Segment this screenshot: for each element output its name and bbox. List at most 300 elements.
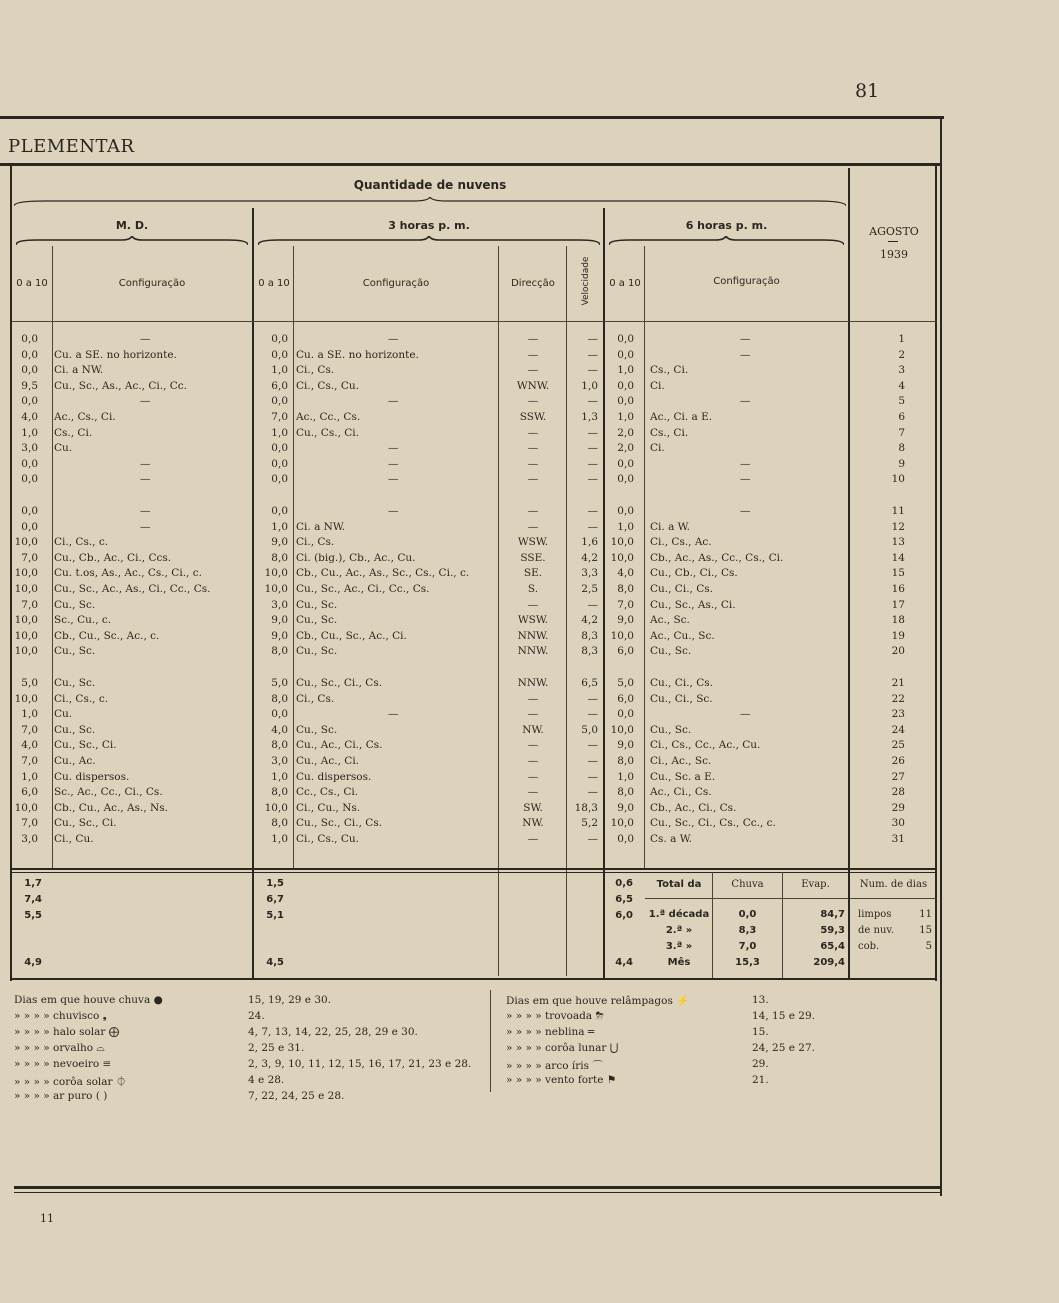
md-config: Cu., Sc.	[54, 598, 96, 611]
pm3-config: Ci., Cs., Cu.	[296, 379, 359, 392]
period-label: 1.ª década	[648, 909, 710, 920]
pm6-value: 9,0	[617, 739, 634, 752]
day-number: 27	[891, 770, 905, 783]
md-summary-value: 1,7	[24, 878, 42, 889]
pm6-value: 0,0	[617, 379, 634, 392]
pm6-config: Cu., Sc. a E.	[650, 770, 716, 783]
header-bottom-rule	[12, 321, 937, 322]
pm6-config: Ac., Ci., Cs.	[650, 786, 712, 799]
md-config: Ci., Cu.	[54, 833, 94, 845]
pm3-velocity: 1,6	[581, 536, 598, 549]
pm3-direction: —	[527, 708, 539, 721]
md-value: 3,0	[21, 833, 38, 845]
table-row	[0, 771, 945, 787]
md-config: Cu. t.os, As., Ac., Cs., Ci., c.	[54, 567, 202, 580]
pm6-config: Cu., Ci., Cs.	[650, 583, 713, 595]
day-number: 7	[898, 426, 905, 439]
pm3-value: 9,0	[271, 629, 288, 642]
pm3-config: Ci. (big.), Cb., Ac., Cu.	[296, 551, 416, 564]
md-config: —	[140, 457, 151, 470]
day-number: 4	[898, 379, 905, 392]
md-config: Cu.	[54, 708, 73, 721]
pm3-velocity: 8,3	[581, 629, 598, 642]
pm3-value: 0,0	[271, 505, 288, 517]
md-config: Cu., Sc., Ac., As., Ci., Cc., Cs.	[54, 583, 211, 595]
md-config: Cu., Sc.	[54, 645, 96, 658]
day-number: 8	[898, 442, 905, 455]
footnote-label: » » » » corôa solar ⏀	[14, 1076, 127, 1088]
pm6-value: 10,0	[610, 629, 634, 642]
footnote-label: » » » » vento forte ⚑	[506, 1074, 617, 1086]
table-row	[0, 333, 945, 349]
footnote-label: » » » » neblina ═	[506, 1026, 595, 1038]
pm3-value: 10,0	[264, 583, 288, 595]
pm3-velocity: 1,0	[581, 379, 598, 392]
md-config: —	[140, 395, 151, 408]
pm6-value: 10,0	[610, 723, 634, 736]
md-config: Cu.	[54, 442, 73, 455]
table-row	[0, 739, 945, 755]
group-brace	[14, 197, 846, 207]
evap-total: 84,7	[820, 909, 845, 920]
month-dash	[888, 241, 898, 242]
day-number: 14	[891, 551, 905, 564]
pm6-config: Ac., Sc.	[650, 614, 690, 627]
pm3-config: —	[388, 442, 399, 455]
day-number: 5	[898, 395, 905, 408]
pm3-value: 8,0	[271, 645, 288, 658]
pm3-direction: —	[527, 770, 539, 783]
pm3-value: 5,0	[271, 677, 288, 689]
md-config: Cb., Cu., Sc., Ac., c.	[54, 629, 160, 642]
pm3-velocity: —	[587, 473, 598, 486]
md-config: Cb., Cu., Ac., As., Ns.	[54, 801, 168, 814]
pm3-value: 8,0	[271, 551, 288, 564]
md-config: Cu., Sc., Ci.	[54, 739, 117, 752]
pm3-velocity: —	[587, 348, 598, 361]
pm3-config: Cu., Sc., Ac., Ci., Cc., Cs.	[296, 583, 430, 595]
pm3-velocity: 5,2	[581, 817, 598, 830]
pm3-direction: —	[527, 739, 539, 752]
pm3-config: Cu. a SE. no horizonte.	[296, 348, 419, 361]
day-number: 10	[891, 473, 905, 486]
pm6-config: —	[740, 457, 751, 470]
table-row	[0, 427, 945, 443]
pm3-direction: NNW.	[517, 645, 549, 658]
pm6-config: —	[740, 348, 751, 361]
summary-top-rule	[12, 868, 937, 870]
pm6-summary-value: 6,5	[615, 894, 633, 905]
total-header: Total da	[656, 879, 702, 890]
pm3-config: —	[388, 333, 399, 345]
day-number: 11	[891, 505, 905, 517]
day-number: 23	[891, 708, 905, 721]
top-border	[0, 116, 944, 119]
pm3-velocity: —	[587, 442, 598, 455]
day-number: 19	[891, 629, 905, 642]
table-row	[0, 442, 945, 458]
pm3-config: Cu., Ac., Ci., Cs.	[296, 739, 383, 752]
pm3-config: Ci., Cs.	[296, 692, 335, 705]
md-value: 10,0	[14, 629, 38, 642]
pm3-velocity: 18,3	[574, 801, 598, 814]
table-row	[0, 364, 945, 380]
footnote-days: 21.	[752, 1074, 769, 1086]
pm6-config: Cb., Ac., As., Cc., Cs., Ci.	[650, 551, 784, 564]
pm6-config: Ci. a W.	[650, 520, 690, 533]
md-value: 0,0	[21, 505, 38, 517]
md-value: 0,0	[21, 520, 38, 533]
pm3-direction: —	[527, 333, 539, 345]
pm6-value: 0,0	[617, 708, 634, 721]
section-6pm: 6 horas p. m.	[685, 219, 768, 232]
md-config: —	[140, 520, 151, 533]
pm3-direction: —	[527, 426, 539, 439]
days-count: 15	[919, 925, 932, 936]
table-row	[0, 583, 945, 599]
pm3-value: 0,0	[271, 442, 288, 455]
day-number: 28	[891, 786, 905, 799]
pm3-value: 0,0	[271, 395, 288, 408]
pm3-value: 8,0	[271, 786, 288, 799]
6pm-brace	[609, 236, 844, 246]
pm3-direction: —	[527, 364, 539, 377]
pm6-summary-value: 6,0	[615, 910, 633, 921]
pm3-velocity: 2,5	[581, 583, 598, 595]
footnote-days: 24.	[248, 1010, 265, 1022]
pm6-config: Ci., Ac., Sc.	[650, 755, 712, 767]
footnote-days: 13.	[752, 994, 769, 1006]
evap-total: 59,3	[820, 925, 845, 936]
pm6-value: 6,0	[617, 692, 634, 705]
day-number: 15	[891, 567, 905, 580]
footnote-label: » » » » chuvisco ❟	[14, 1010, 107, 1022]
md-config: Ci., Cs., c.	[54, 692, 109, 705]
pm3-velocity: —	[587, 755, 598, 767]
day-number: 16	[891, 583, 905, 595]
period-label: 3.ª »	[665, 941, 693, 952]
day-number: 22	[891, 692, 905, 705]
footnote-days: 29.	[752, 1058, 769, 1070]
pm3-config: —	[388, 395, 399, 408]
pm3-direction: —	[527, 520, 539, 533]
md-summary-value: 7,4	[24, 894, 42, 905]
day-number: 29	[891, 801, 905, 814]
pm3-value: 6,0	[271, 379, 288, 392]
evap-total: 65,4	[820, 941, 845, 952]
days-header: Num. de dias	[859, 879, 928, 890]
pm3-velocity: 3,3	[581, 567, 598, 580]
pm3-direction: —	[527, 473, 539, 486]
table-row	[0, 802, 945, 818]
pm3-value: 1,0	[271, 833, 288, 845]
md-value: 1,0	[21, 708, 38, 721]
md-config: —	[140, 333, 151, 345]
pm6-config: Ac., Cu., Sc.	[650, 629, 715, 642]
pm3-direction: —	[527, 457, 539, 470]
pm3-value: 0,0	[271, 348, 288, 361]
md-config: Cu., Sc., Ci.	[54, 817, 117, 830]
pm6-value: 0,0	[617, 473, 634, 486]
pm6-config: Ci.	[650, 442, 665, 455]
pm3-config: —	[388, 708, 399, 721]
table-row	[0, 521, 945, 537]
rain-total: 7,0	[738, 941, 757, 952]
pm3-config: Cu., Sc.	[296, 723, 338, 736]
md-value: 0,0	[21, 348, 38, 361]
md-config: Cu., Sc.	[54, 677, 96, 689]
footnote-days: 2, 25 e 31.	[248, 1042, 305, 1054]
footnote-days: 15.	[752, 1026, 769, 1038]
md-value: 10,0	[14, 614, 38, 627]
pm6-value: 0,0	[617, 395, 634, 408]
pm3-velocity: —	[587, 708, 598, 721]
md-config-label: Configuração	[118, 278, 186, 289]
footnote-label: » » » » ar puro ( )	[14, 1090, 108, 1102]
summary-bottom-rule	[12, 978, 937, 980]
pm6-value: 6,0	[617, 645, 634, 658]
pm3-velocity: —	[587, 426, 598, 439]
md-config: Cu. dispersos.	[54, 770, 130, 783]
pm6-value: 1,0	[617, 770, 634, 783]
pm6-config: —	[740, 505, 751, 517]
table-row	[0, 536, 945, 552]
pm6-config: Cu., Ci., Cs.	[650, 677, 713, 689]
md-value: 7,0	[21, 598, 38, 611]
footer-mark: 11	[40, 1212, 54, 1225]
pm3-config: Ci. a NW.	[296, 520, 346, 533]
table-row	[0, 473, 945, 489]
footnote-days: 4, 7, 13, 14, 22, 25, 28, 29 e 30.	[248, 1026, 418, 1038]
pm3-value: 9,0	[271, 536, 288, 549]
pm6-config: —	[740, 473, 751, 486]
md-value: 10,0	[14, 567, 38, 580]
day-number: 24	[891, 723, 905, 736]
pm3-config: Cu. dispersos.	[296, 770, 372, 783]
footnote-label: » » » » corôa lunar ⋃	[506, 1042, 619, 1054]
pm3-direction: —	[527, 348, 539, 361]
table-row	[0, 552, 945, 568]
pm6-value: 1,0	[617, 520, 634, 533]
pm3-config: —	[388, 457, 399, 470]
pm3-direction: SE.	[523, 567, 543, 580]
page-number: 81	[855, 80, 880, 102]
pm3-direction: —	[527, 505, 539, 517]
pm3-velocity: —	[587, 770, 598, 783]
pm6-value: 9,0	[617, 614, 634, 627]
footnote-days: 24, 25 e 27.	[752, 1042, 815, 1054]
md-value: 7,0	[21, 817, 38, 830]
pm3-config: Cu., Sc.	[296, 598, 338, 611]
rain-total: 8,3	[738, 925, 757, 936]
pm6-summary-value: 4,4	[615, 957, 633, 968]
pm3-config: Cu., Ac., Ci.	[296, 755, 360, 767]
pm3-value: 1,0	[271, 426, 288, 439]
pm3-velocity: —	[587, 598, 598, 611]
pm3-velocity: —	[587, 395, 598, 408]
pm6-config: Ac., Ci. a E.	[650, 411, 713, 423]
pm6-value: 0,0	[617, 833, 634, 845]
pm6-value: 1,0	[617, 364, 634, 377]
3pm-velocity-label: Velocidade	[581, 256, 591, 306]
footnote-divider	[490, 990, 491, 1092]
md-config: Ci. a NW.	[54, 364, 104, 377]
evap-total: 209,4	[813, 957, 845, 968]
evap-header: Evap.	[801, 879, 830, 890]
md-value: 10,0	[14, 801, 38, 814]
pm3-value: 3,0	[271, 598, 288, 611]
pm6-config: —	[740, 333, 751, 345]
pm3-config: Ac., Cc., Cs.	[296, 411, 361, 423]
pm6-value: 7,0	[617, 598, 634, 611]
md-value: 0,0	[21, 333, 38, 345]
pm3-config: Ci., Cu., Ns.	[296, 801, 361, 814]
md-summary-value: 5,5	[24, 910, 42, 921]
pm6-value: 5,0	[617, 677, 634, 689]
md-value: 0,0	[21, 395, 38, 408]
md-summary-value: 4,9	[24, 957, 42, 968]
footnote-label: Dias em que houve chuva ●	[14, 994, 163, 1006]
md-brace	[16, 236, 248, 246]
pm3-value: 10,0	[264, 801, 288, 814]
pm3-direction: NW.	[522, 723, 544, 736]
days-count: 5	[925, 941, 932, 952]
md-value: 1,0	[21, 770, 38, 783]
md-config: Sc., Cu., c.	[54, 614, 112, 627]
pm6-config: Ci.	[650, 379, 665, 392]
pm6-config: —	[740, 395, 751, 408]
pm3-velocity: 6,5	[581, 677, 598, 689]
pm3-summary-value: 6,7	[266, 894, 284, 905]
bottom-rule	[14, 1186, 942, 1189]
pm6-value: 8,0	[617, 786, 634, 799]
pm3-velocity: 4,2	[581, 551, 598, 564]
pm6-value: 0,0	[617, 457, 634, 470]
table-row	[0, 645, 945, 661]
6pm-config-label: Configuração	[713, 276, 780, 287]
md-value: 0,0	[21, 473, 38, 486]
pm6-config: Ci., Cs., Ac.	[650, 536, 712, 549]
table-row	[0, 505, 945, 521]
6pm-range-label: 0 a 10	[609, 278, 641, 289]
md-config: Cu., Sc.	[54, 723, 96, 736]
footnote-label: » » » » orvalho ⌓	[14, 1042, 105, 1054]
footnote-label: » » » » halo solar ⨁	[14, 1026, 120, 1038]
rain-header: Chuva	[731, 879, 764, 890]
day-number: 26	[891, 755, 905, 767]
pm6-value: 2,0	[617, 426, 634, 439]
3pm-config-label: Configuração	[362, 278, 430, 289]
pm3-direction: —	[527, 442, 539, 455]
month-year: 1939	[880, 248, 908, 261]
pm6-config: Cs., Ci.	[650, 364, 689, 377]
pm3-config: Cu., Sc., Ci., Cs.	[296, 677, 383, 689]
day-number: 2	[898, 348, 905, 361]
days-label: de nuv.	[858, 925, 895, 936]
table-row	[0, 458, 945, 474]
footnote-days: 15, 19, 29 e 30.	[248, 994, 332, 1006]
pm3-config: Cb., Cu., Ac., As., Sc., Cs., Ci., c.	[296, 567, 470, 580]
day-number: 12	[891, 520, 905, 533]
day-number: 9	[898, 457, 905, 470]
pm3-summary-value: 4,5	[266, 957, 284, 968]
md-config: Sc., Ac., Cc., Ci., Cs.	[54, 786, 163, 799]
day-number: 1	[898, 333, 905, 345]
section-3pm: 3 horas p. m.	[388, 219, 470, 232]
pm3-value: 4,0	[271, 723, 288, 736]
pm3-velocity: —	[587, 457, 598, 470]
pm3-direction: —	[527, 833, 539, 845]
pm6-config: Cu., Ci., Sc.	[650, 692, 713, 705]
pm3-direction: NNW.	[517, 629, 549, 642]
pm3-velocity: —	[587, 505, 598, 517]
pm3-config: Cc., Cs., Ci.	[296, 786, 359, 799]
md-value: 7,0	[21, 755, 38, 767]
pm6-config: Cs. a W.	[650, 833, 692, 845]
md-value: 7,0	[21, 723, 38, 736]
pm3-config: Cb., Cu., Sc., Ac., Ci.	[296, 629, 407, 642]
pm3-config: Ci., Cs., Cu.	[296, 833, 359, 845]
footnote-days: 4 e 28.	[248, 1074, 285, 1086]
table-row	[0, 755, 945, 771]
day-number: 13	[891, 536, 905, 549]
bottom-rule-2	[14, 1192, 942, 1193]
md-config: Cu., Ac.	[54, 755, 96, 767]
pm6-value: 1,0	[617, 411, 634, 423]
pm3-config: Cu., Sc., Ci., Cs.	[296, 817, 383, 830]
table-row	[0, 693, 945, 709]
pm3-value: 3,0	[271, 755, 288, 767]
day-number: 25	[891, 739, 905, 752]
pm3-direction: WSW.	[517, 536, 549, 549]
footnote-days: 7, 22, 24, 25 e 28.	[248, 1090, 345, 1102]
pm6-config: Cu., Sc.	[650, 645, 692, 658]
table-row	[0, 817, 945, 833]
footnote-label: Dias em que houve relâmpagos ⚡	[506, 995, 690, 1007]
day-number: 18	[891, 614, 905, 627]
table-row	[0, 708, 945, 724]
pm3-velocity: —	[587, 333, 598, 345]
pm3-value: 8,0	[271, 692, 288, 705]
pm3-velocity: —	[587, 739, 598, 752]
pm6-config: Cu., Sc., As., Ci.	[650, 598, 736, 611]
pm3-value: 1,0	[271, 364, 288, 377]
table-row	[0, 833, 945, 849]
md-config: Ci., Cs., c.	[54, 536, 109, 549]
pm6-value: 2,0	[617, 442, 634, 455]
pm3-direction: S.	[527, 583, 539, 595]
pm6-config: Cu., Sc., Ci., Cs., Cc., c.	[650, 817, 776, 830]
pm3-direction: SSE.	[520, 551, 546, 564]
md-value: 10,0	[14, 536, 38, 549]
md-config: Ac., Cs., Ci.	[54, 411, 116, 423]
pm3-direction: NW.	[522, 817, 544, 830]
pm3-value: 0,0	[271, 457, 288, 470]
pm6-value: 0,0	[617, 348, 634, 361]
pm3-velocity: —	[587, 692, 598, 705]
pm3-velocity: 1,3	[581, 411, 598, 423]
pm3-value: 0,0	[271, 333, 288, 345]
pm6-config: Cs., Ci.	[650, 426, 689, 439]
pm3-config: —	[388, 505, 399, 517]
table-row	[0, 677, 945, 693]
table-top-rule	[0, 163, 940, 166]
pm6-value: 8,0	[617, 583, 634, 595]
days-label: cob.	[858, 941, 880, 952]
3pm-brace	[258, 236, 600, 246]
day-number: 3	[898, 364, 905, 377]
table-row	[0, 786, 945, 802]
